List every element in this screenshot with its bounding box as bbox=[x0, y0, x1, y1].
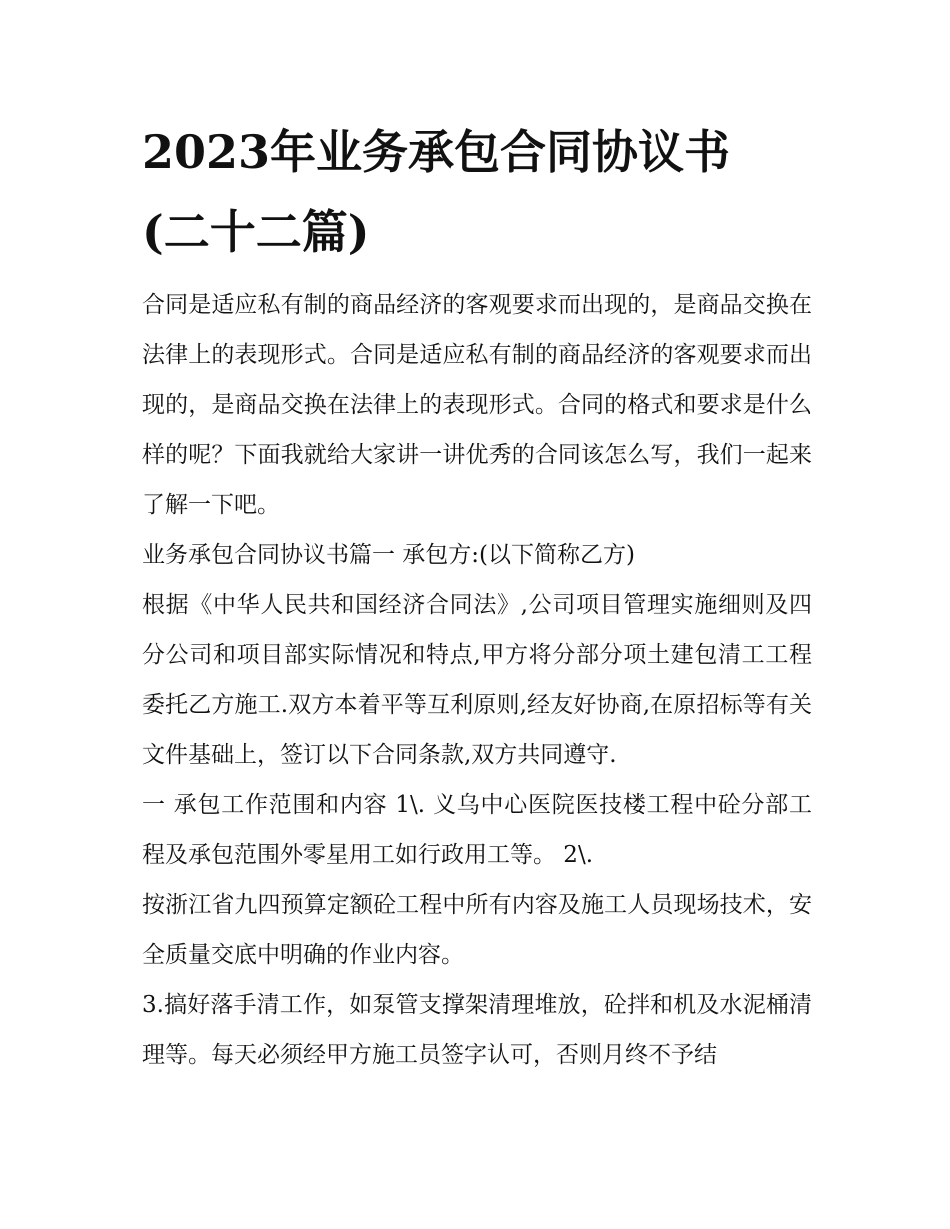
scope-paragraph: 一 承包工作范围和内容 1\. 义乌中心医院医技楼工程中砼分部工程及承包范围外零星用工如行政用工等。 2\. bbox=[142, 792, 812, 868]
document-title bbox=[142, 112, 812, 272]
basis-paragraph: 根据《中华人民共和国经济合同法》,公司项目管理实施细则及四分公司和项目部实际情况和特点,甲方将分部分项土建包清工工程委托乙方施工.双方本着平等互利原则,经友好协商,在原招标等有关文件基础上，签订以下合同条款,双方共同遵守. bbox=[142, 592, 812, 768]
title-line-1: 2023年业务承包合同协议书 bbox=[142, 125, 731, 179]
title-line-2: (二十二篇) bbox=[142, 205, 370, 259]
cleanup-paragraph: 3.搞好落手清工作，如泵管支撑架清理堆放，砼拌和机及水泥桶清理等。每天必须经甲方施工员签字认可，否则月终不予结 bbox=[142, 992, 812, 1068]
quota-paragraph: 按浙江省九四预算定额砼工程中所有内容及施工人员现场技术，安全质量交底中明确的作业内容。 bbox=[142, 892, 812, 968]
intro-paragraph: 合同是适应私有制的商品经济的客观要求而出现的，是商品交换在法律上的表现形式。合同是适应私有制的商品经济的客观要求而出现的，是商品交换在法律上的表现形式。合同的格式和要求是什么样的呢？下面我就给大家讲一讲优秀的合同该怎么写，我们一起来了解一下吧。 bbox=[142, 292, 812, 518]
document-page bbox=[142, 112, 812, 1080]
section-heading-paragraph: 业务承包合同协议书篇一 承包方:(以下简称乙方) bbox=[142, 542, 636, 568]
